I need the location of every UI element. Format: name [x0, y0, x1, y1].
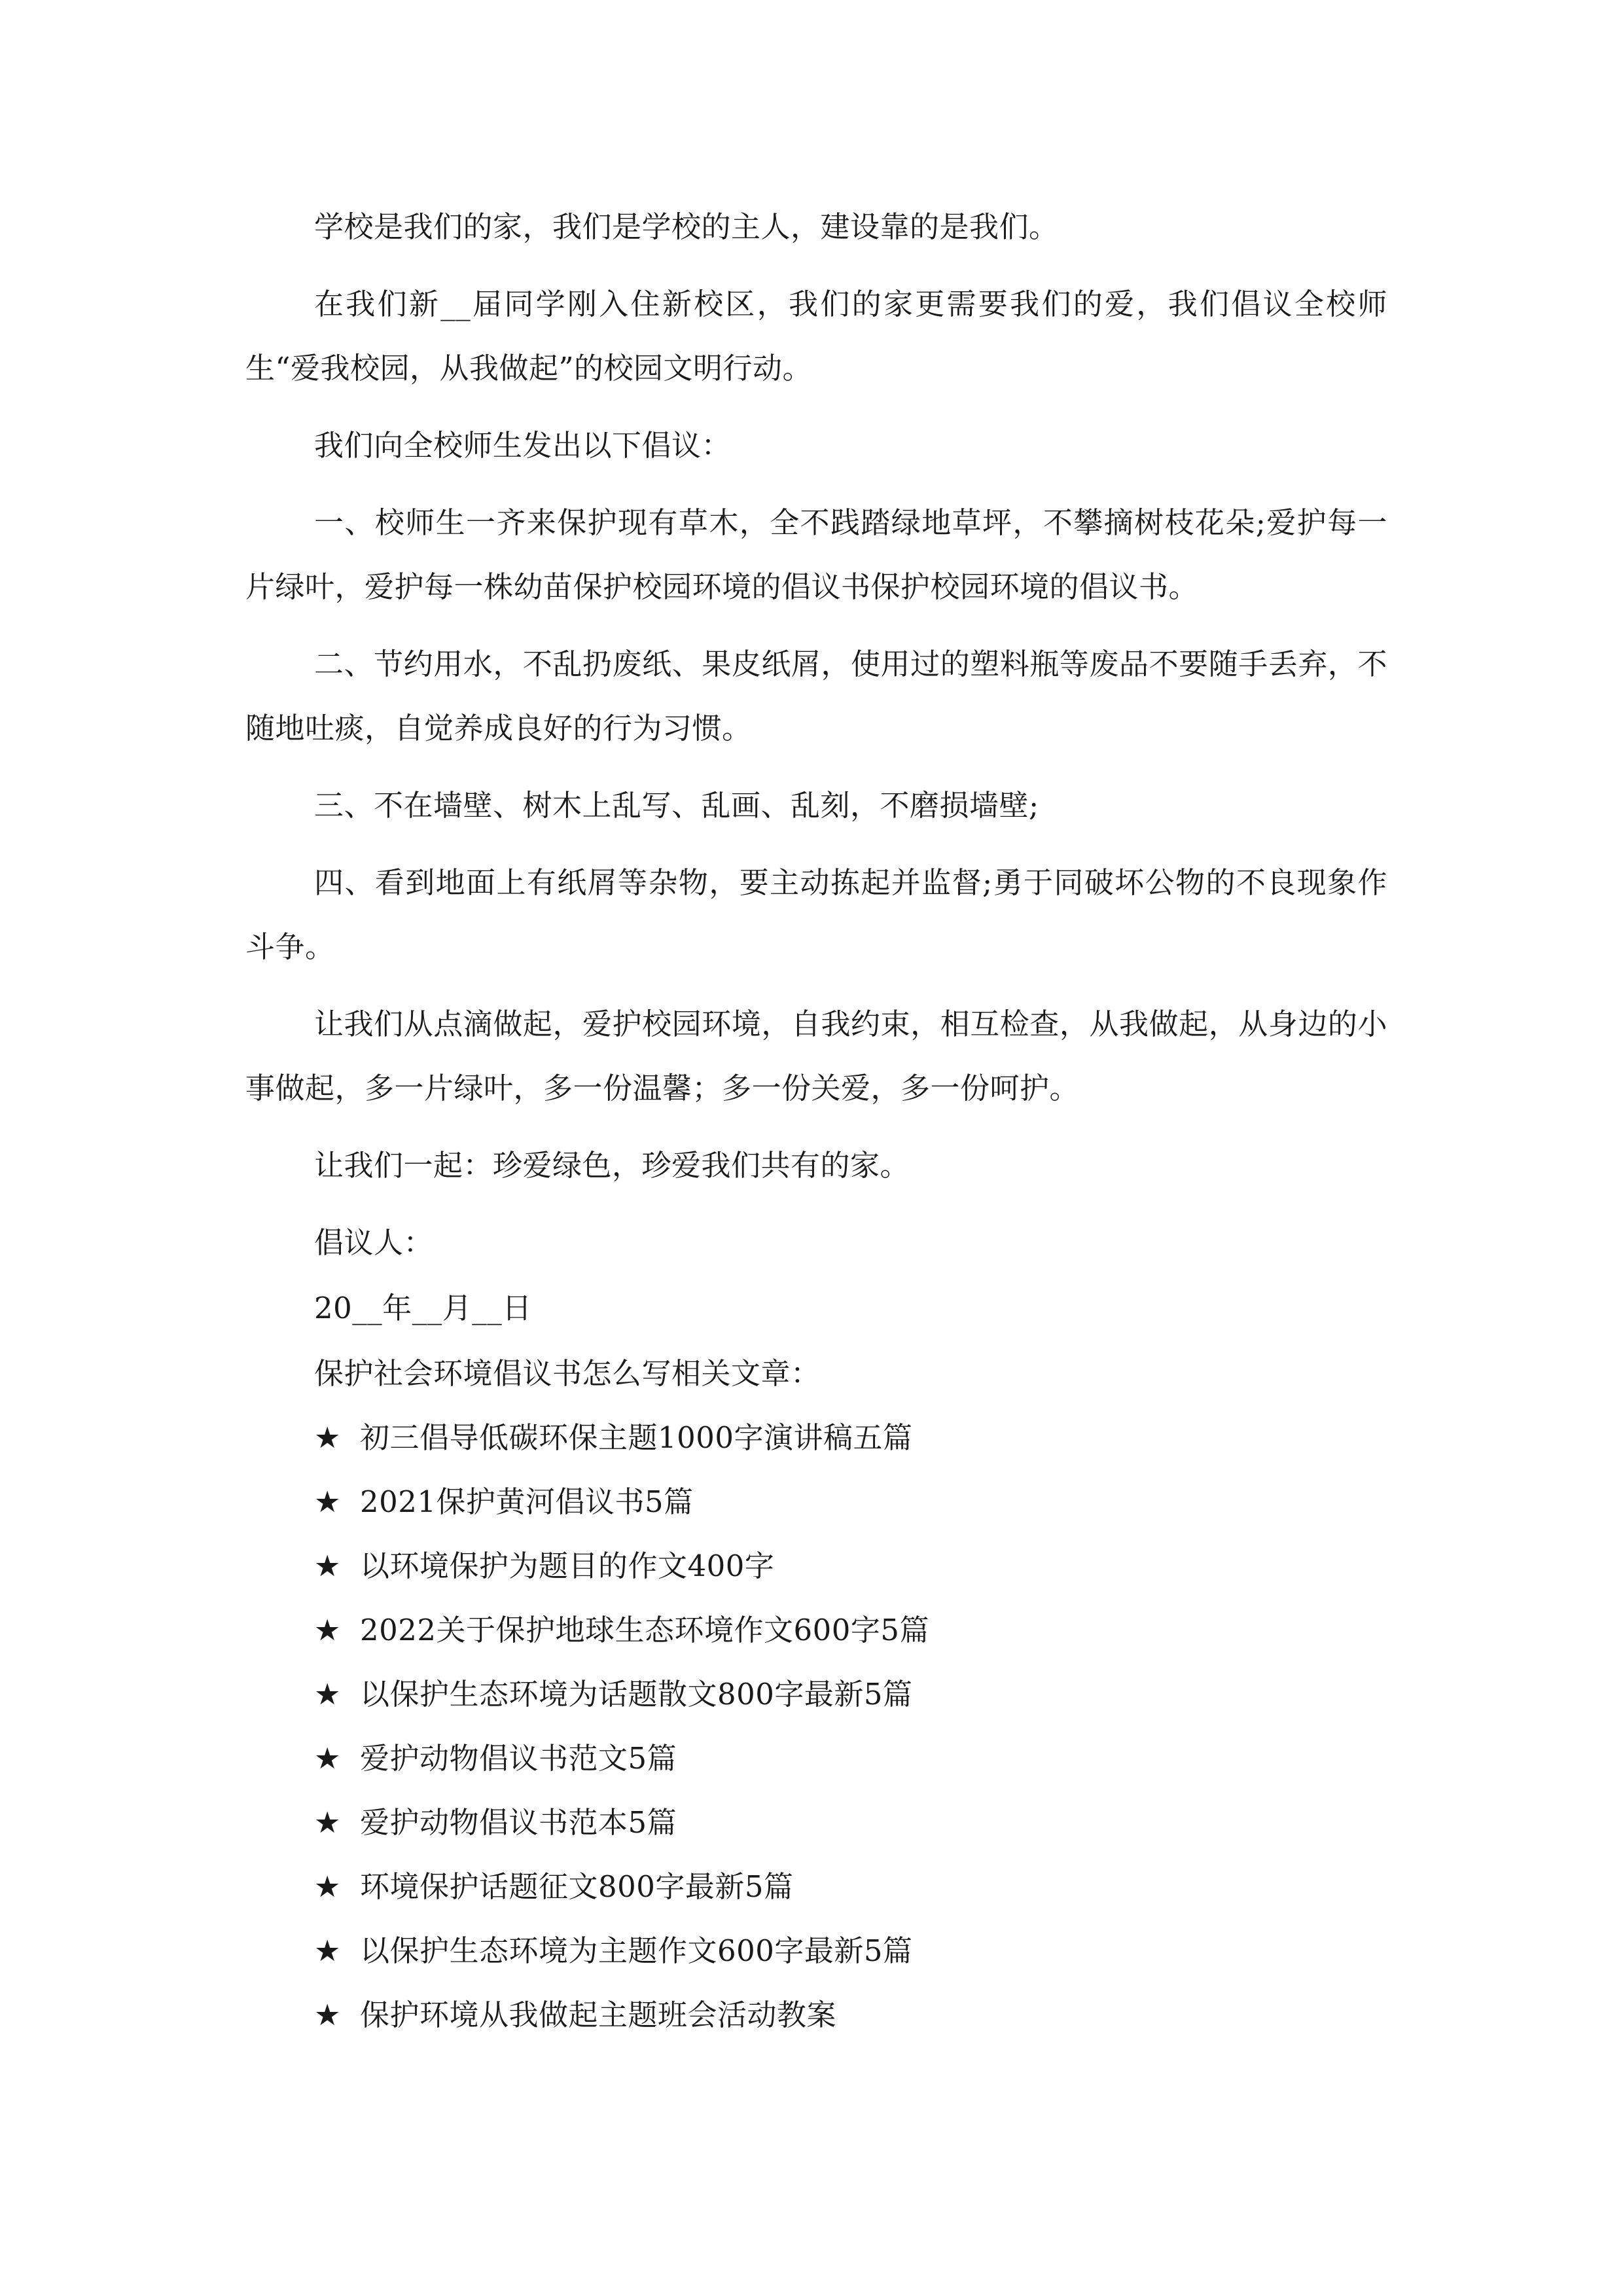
- paragraph: 二、节约用水，不乱扔废纸、果皮纸屑，使用过的塑料瓶等废品不要随手丢弃，不随地吐痰，自觉养成良好的行为习惯。: [245, 647, 1387, 745]
- related-article-link[interactable]: [245, 1791, 1387, 1855]
- related-article-link[interactable]: [245, 1598, 1387, 1662]
- star-icon: ★: [314, 1484, 341, 1519]
- related-article-link[interactable]: [245, 1727, 1387, 1791]
- document-body: [245, 195, 1387, 2047]
- paragraph: 学校是我们的家，我们是学校的主人，建设靠的是我们。: [314, 209, 1059, 244]
- related-article-link[interactable]: [245, 1406, 1387, 1470]
- related-article-title: 以环境保护为题目的作文400字: [360, 1549, 775, 1583]
- related-article-title: 初三倡导低碳环保主题1000字演讲稿五篇: [360, 1420, 913, 1455]
- star-icon: ★: [314, 1420, 341, 1455]
- related-article-title: 爱护动物倡议书范文5篇: [360, 1741, 677, 1776]
- related-article-title: 爱护动物倡议书范本5篇: [360, 1805, 677, 1840]
- star-icon: ★: [314, 1613, 341, 1647]
- related-article-link[interactable]: [245, 1855, 1387, 1919]
- star-icon: ★: [314, 1805, 341, 1840]
- star-icon: ★: [314, 1549, 341, 1583]
- related-article-link[interactable]: [245, 1534, 1387, 1598]
- star-icon: ★: [314, 1933, 341, 1968]
- related-heading: 保护社会环境倡议书怎么写相关文章：: [314, 1356, 821, 1391]
- proposer-label: 倡议人：: [314, 1225, 434, 1260]
- star-icon: ★: [314, 1741, 341, 1776]
- related-article-title: 2021保护黄河倡议书5篇: [360, 1484, 694, 1519]
- related-article-title: 2022关于保护地球生态环境作文600字5篇: [360, 1613, 930, 1647]
- star-icon: ★: [314, 1869, 341, 1904]
- related-articles-list: [245, 1406, 1387, 2047]
- related-article-title: 以保护生态环境为话题散文800字最新5篇: [360, 1677, 913, 1712]
- paragraph: 三、不在墙壁、树木上乱写、乱画、乱刻，不磨损墙壁;: [314, 788, 1039, 823]
- paragraph: 四、看到地面上有纸屑等杂物，要主动拣起并监督;勇于同破坏公物的不良现象作斗争。: [245, 865, 1387, 964]
- paragraph: 让我们一起：珍爱绿色，珍爱我们共有的家。: [314, 1148, 910, 1183]
- paragraph: 让我们从点滴做起，爱护校园环境，自我约束，相互检查，从我做起，从身边的小事做起，多一片绿叶，多一份温馨；多一份关爱，多一份呵护。: [245, 1007, 1387, 1105]
- related-article-link[interactable]: [245, 1662, 1387, 1727]
- related-article-link[interactable]: [245, 1919, 1387, 1983]
- paragraph: 我们向全校师生发出以下倡议：: [314, 428, 732, 463]
- star-icon: ★: [314, 1998, 341, 2032]
- related-article-link[interactable]: [245, 1470, 1387, 1534]
- paragraph: 一、校师生一齐来保护现有草木，全不践踏绿地草坪，不攀摘树枝花朵;爱护每一片绿叶，爱护每一株幼苗保护校园环境的倡议书保护校园环境的倡议书。: [245, 505, 1387, 604]
- paragraph: 在我们新__届同学刚入住新校区，我们的家更需要我们的爱，我们倡议全校师生“爱我校园，从我做起”的校园文明行动。: [245, 287, 1387, 386]
- related-article-link[interactable]: [245, 1983, 1387, 2047]
- star-icon: ★: [314, 1677, 341, 1712]
- related-article-title: 保护环境从我做起主题班会活动教案: [360, 1998, 837, 2032]
- related-article-title: 环境保护话题征文800字最新5篇: [360, 1869, 794, 1904]
- related-article-title: 以保护生态环境为主题作文600字最新5篇: [360, 1933, 913, 1968]
- date-line: 20__年__月__日: [314, 1291, 532, 1325]
